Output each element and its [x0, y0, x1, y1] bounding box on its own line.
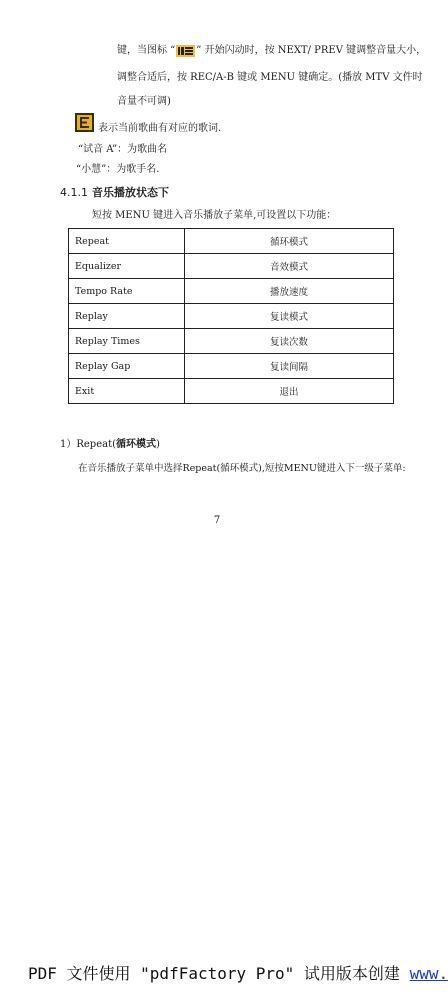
volume-level-icon [176, 45, 195, 57]
menu-item-zh: 播放速度 [185, 279, 394, 304]
table-row [69, 354, 394, 379]
menu-item-zh: 退出 [185, 379, 394, 404]
repeat-description: 在音乐播放子菜单中选择Repeat(循环模式),短按MENU键进入下一级子菜单: [78, 463, 406, 474]
footer-link[interactable]: www. [409, 964, 448, 983]
menu-item-zh: 复读间隔 [185, 354, 394, 379]
menu-item-en: Equalizer [69, 254, 185, 279]
menu-item-en: Exit [69, 379, 185, 404]
menu-table [68, 228, 394, 404]
table-row [69, 379, 394, 404]
table-row [69, 254, 394, 279]
menu-item-en: Replay Gap [69, 354, 185, 379]
intro-line-2: 调整合适后，按 REC/A-B 键或 MENU 键确定。(播放 MTV 文件时 [117, 72, 423, 83]
lyric-icon [75, 113, 94, 132]
repeat-heading-prefix: 1）Repeat( [60, 439, 117, 450]
section-number: 4.1.1 [60, 186, 88, 199]
pdf-footer [28, 964, 448, 984]
menu-item-zh: 复读模式 [185, 304, 394, 329]
menu-item-zh: 循环模式 [185, 229, 394, 254]
section-heading [60, 186, 169, 200]
repeat-heading [60, 438, 160, 452]
menu-item-en: Replay [69, 304, 185, 329]
table-row [69, 329, 394, 354]
menu-item-en: Tempo Rate [69, 279, 185, 304]
table-row [69, 229, 394, 254]
menu-item-en: Repeat [69, 229, 185, 254]
section-intro: 短按 MENU 键进入音乐播放子菜单,可设置以下功能： [92, 210, 337, 221]
menu-item-zh: 音效模式 [185, 254, 394, 279]
song-name-note: “试音 A”：为歌曲名 [78, 144, 168, 155]
section-title: 音乐播放状态下 [92, 186, 169, 199]
intro-line-1-start: 键，当图标 “ [117, 45, 176, 56]
intro-line-1-end: ” 开始闪动时，按 NEXT/ PREV 键调整音量大小， [196, 45, 427, 56]
intro-line-3: 音量不可调) [117, 96, 171, 107]
table-row [69, 279, 394, 304]
footer-text: PDF 文件使用 "pdfFactory Pro" 试用版本创建 [28, 964, 410, 983]
singer-note: “小慧”：为歌手名. [76, 164, 160, 175]
repeat-heading-bold: 循环模式 [116, 439, 157, 450]
page-number: 7 [213, 515, 221, 526]
lyric-note: 表示当前歌曲有对应的歌词. [98, 123, 222, 134]
table-row [69, 304, 394, 329]
intro-line-1 [117, 44, 426, 58]
menu-item-en: Replay Times [69, 329, 185, 354]
menu-item-zh: 复读次数 [185, 329, 394, 354]
repeat-heading-suffix: ) [156, 439, 160, 450]
